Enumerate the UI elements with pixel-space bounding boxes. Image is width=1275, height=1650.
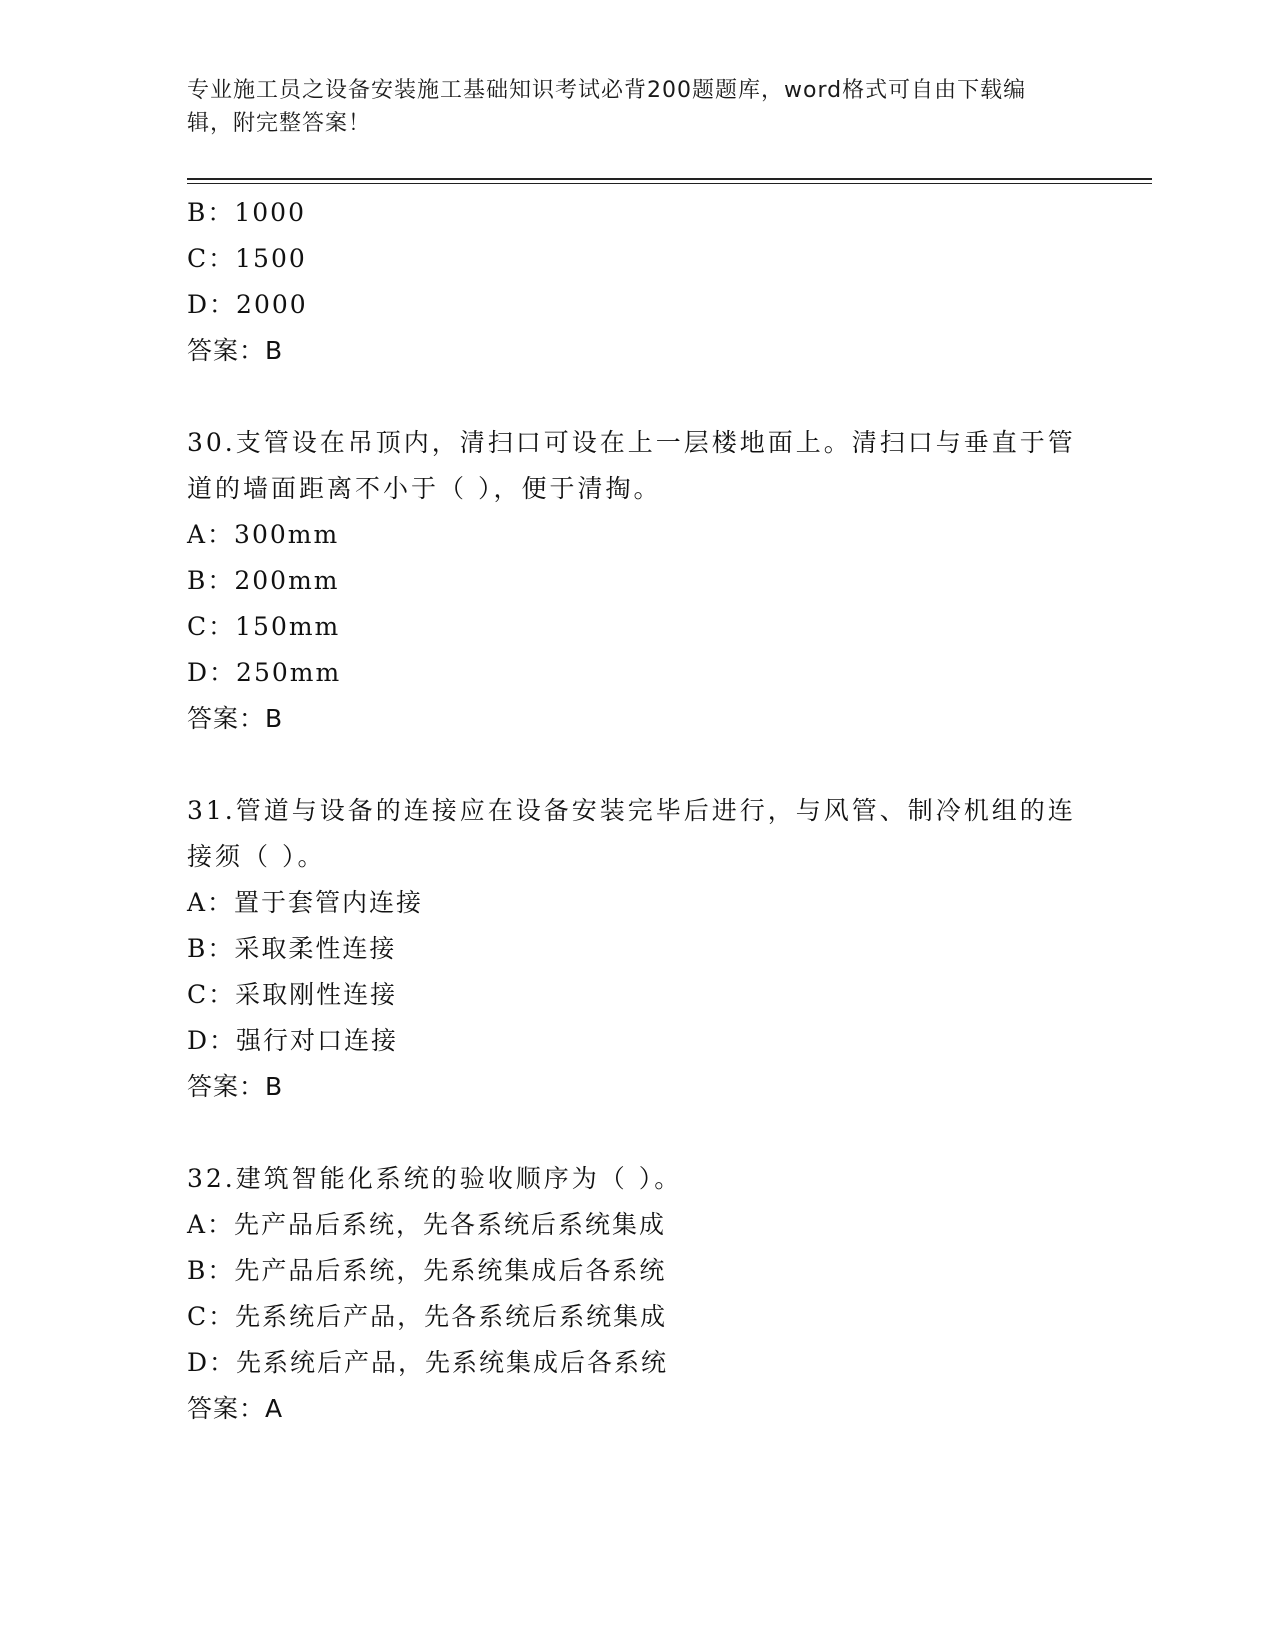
question-text: 32.建筑智能化系统的验收顺序为（ ）。: [187, 1164, 683, 1193]
option-a: A：置于套管内连接: [187, 888, 424, 917]
spacer: [187, 742, 1087, 788]
option-b: B：200mm: [187, 566, 340, 595]
option-b: B：1000: [187, 198, 306, 227]
answer: 答案：B: [187, 1072, 284, 1101]
option-c: C：先系统后产品，先各系统后系统集成: [187, 1302, 668, 1331]
document-body: [187, 190, 1087, 1432]
answer: 答案：B: [187, 704, 284, 733]
option-d: D：先系统后产品，先系统集成后各系统: [187, 1348, 669, 1377]
answer: 答案：B: [187, 336, 284, 365]
option-d: D：强行对口连接: [187, 1026, 399, 1055]
question-text: 31.管道与设备的连接应在设备安装完毕后进行，与风管、制冷机组的连接须（ ）。: [187, 796, 1076, 871]
question-text: 30.支管设在吊顶内，清扫口可设在上一层楼地面上。清扫口与垂直于管道的墙面距离不小于（ ），便于清掏。: [187, 428, 1076, 503]
option-b: B：先产品后系统，先系统集成后各系统: [187, 1256, 667, 1285]
question-30: [187, 420, 1087, 742]
option-c: C：采取刚性连接: [187, 980, 398, 1009]
header-divider-thin: [187, 183, 1152, 184]
spacer: [187, 374, 1087, 420]
document-header: 专业施工员之设备安装施工基础知识考试必背200题题库，word格式可自由下载编辑，附完整答案！: [187, 78, 1027, 136]
question-31: [187, 788, 1087, 1110]
option-d: D：250mm: [187, 658, 342, 687]
option-a: A：先产品后系统，先各系统后系统集成: [187, 1210, 667, 1239]
option-a: A：300mm: [187, 520, 340, 549]
question-32: [187, 1156, 1087, 1432]
option-b: B：采取柔性连接: [187, 934, 397, 963]
spacer: [187, 1110, 1087, 1156]
option-c: C：150mm: [187, 612, 341, 641]
question-fragment: [187, 190, 1087, 374]
option-d: D：2000: [187, 290, 308, 319]
option-c: C：1500: [187, 244, 307, 273]
answer: 答案：A: [187, 1394, 284, 1423]
header-divider: [187, 178, 1152, 180]
